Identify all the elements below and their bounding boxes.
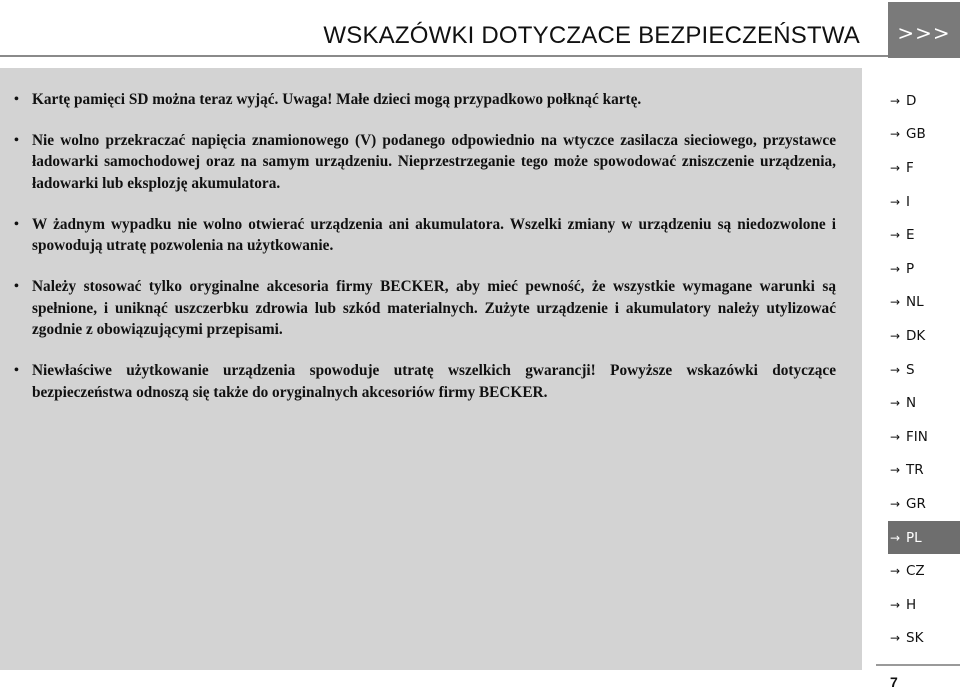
lang-item-h[interactable]: → H — [890, 596, 917, 613]
bullet-icon: • — [14, 132, 19, 148]
page-number: 7 — [890, 674, 898, 690]
bullet-text: Kartę pamięci SD można teraz wyjąć. Uwaga! Małe dzieci mogą przypadkowo połknąć kartę. — [32, 91, 642, 108]
lang-item-d[interactable]: → D — [890, 92, 917, 109]
lang-item-gr[interactable]: → GR — [890, 495, 926, 512]
lang-item-pl[interactable]: → PL — [888, 521, 960, 555]
title-bar — [0, 0, 888, 57]
arrow-right-icon: → — [890, 295, 901, 310]
lang-item-gb[interactable]: → GB — [890, 126, 926, 143]
bullet-icon: • — [14, 216, 19, 232]
bullet-text: Należy stosować tylko oryginalne akcesoria firmy BECKER, aby mieć pewność, że wszystkie wymagane warunki są spełnione, i uniknąć uszczerbku zdrowia lub szkód materialnych. Zużyte urządzenie i akumulatory należy utylizować zgodnie z obowiązującymi przepisami. — [32, 278, 836, 338]
lang-item-p[interactable]: → P — [890, 260, 915, 277]
bullet-text: Nie wolno przekraczać napięcia znamionowego (V) podanego odpowiednio na wtyczce zasilacza sieciowego, przystawce ładowarki samochodowej oraz na samym urządzeniu. Nieprzestrzeganie tego może spowodować zniszczenie urządzenia, ładowarki lub eksplozję akumulatora. — [32, 131, 836, 192]
arrow-right-icon: → — [890, 564, 901, 579]
footer-divider — [876, 664, 960, 666]
arrow-right-icon: → — [890, 463, 901, 478]
arrow-right-icon: → — [890, 396, 901, 411]
bullet-item — [14, 89, 836, 111]
arrow-right-icon: → — [890, 530, 901, 545]
bullet-item — [14, 214, 836, 257]
lang-item-f[interactable]: → F — [890, 159, 914, 176]
arrow-right-icon: → — [890, 127, 901, 142]
arrow-right-icon: → — [890, 93, 901, 108]
lang-item-fin[interactable]: → FIN — [890, 428, 928, 445]
arrow-right-icon: → — [890, 194, 901, 209]
arrow-right-icon: → — [890, 631, 901, 646]
page-title: WSKAZÓWKI DOTYCZACE BEZPIECZEŃSTWA — [323, 22, 860, 49]
content-panel — [0, 68, 862, 670]
lang-item-dk[interactable]: → DK — [890, 327, 926, 344]
language-nav — [888, 84, 960, 655]
lang-item-n[interactable]: → N — [890, 395, 917, 412]
safety-bullet-list — [0, 68, 862, 403]
arrow-right-icon: → — [890, 228, 901, 243]
lang-item-nl[interactable]: → NL — [890, 294, 924, 311]
lang-item-sk[interactable]: → SK — [890, 630, 924, 647]
bullet-item — [14, 276, 836, 341]
lang-item-cz[interactable]: → CZ — [890, 563, 925, 580]
bullet-item — [14, 130, 836, 195]
arrow-right-icon: → — [890, 429, 901, 444]
bullet-text: Niewłaściwe użytkowanie urządzenia spowoduje utratę wszelkich gwarancji! Powyższe wskazówki dotyczące bezpieczeństwa odnoszą się także do oryginalnych akcesoriów firmy BECKER. — [32, 362, 836, 401]
bullet-item — [14, 360, 836, 403]
arrow-right-icon: → — [890, 261, 901, 276]
arrow-right-icon: → — [890, 496, 901, 511]
lang-item-tr[interactable]: → TR — [890, 462, 924, 479]
lang-item-i[interactable]: → I — [890, 193, 910, 210]
bullet-icon: • — [14, 279, 19, 294]
bullet-icon: • — [14, 363, 19, 378]
arrow-right-icon: → — [890, 160, 901, 175]
bullet-icon: • — [14, 92, 19, 107]
next-page-button[interactable]: >>> — [888, 2, 960, 58]
arrow-right-icon: → — [890, 328, 901, 343]
arrow-right-icon: → — [890, 597, 901, 612]
lang-item-e[interactable]: → E — [890, 227, 915, 244]
lang-item-s[interactable]: → S — [890, 361, 915, 378]
arrow-right-icon: → — [890, 362, 901, 377]
bullet-text: W żadnym wypadku nie wolno otwierać urządzenia ani akumulatora. Wszelki zmiany w urządzeniu są niedozwolone i spowodują utratę pozwolenia na użytkowanie. — [32, 215, 836, 254]
